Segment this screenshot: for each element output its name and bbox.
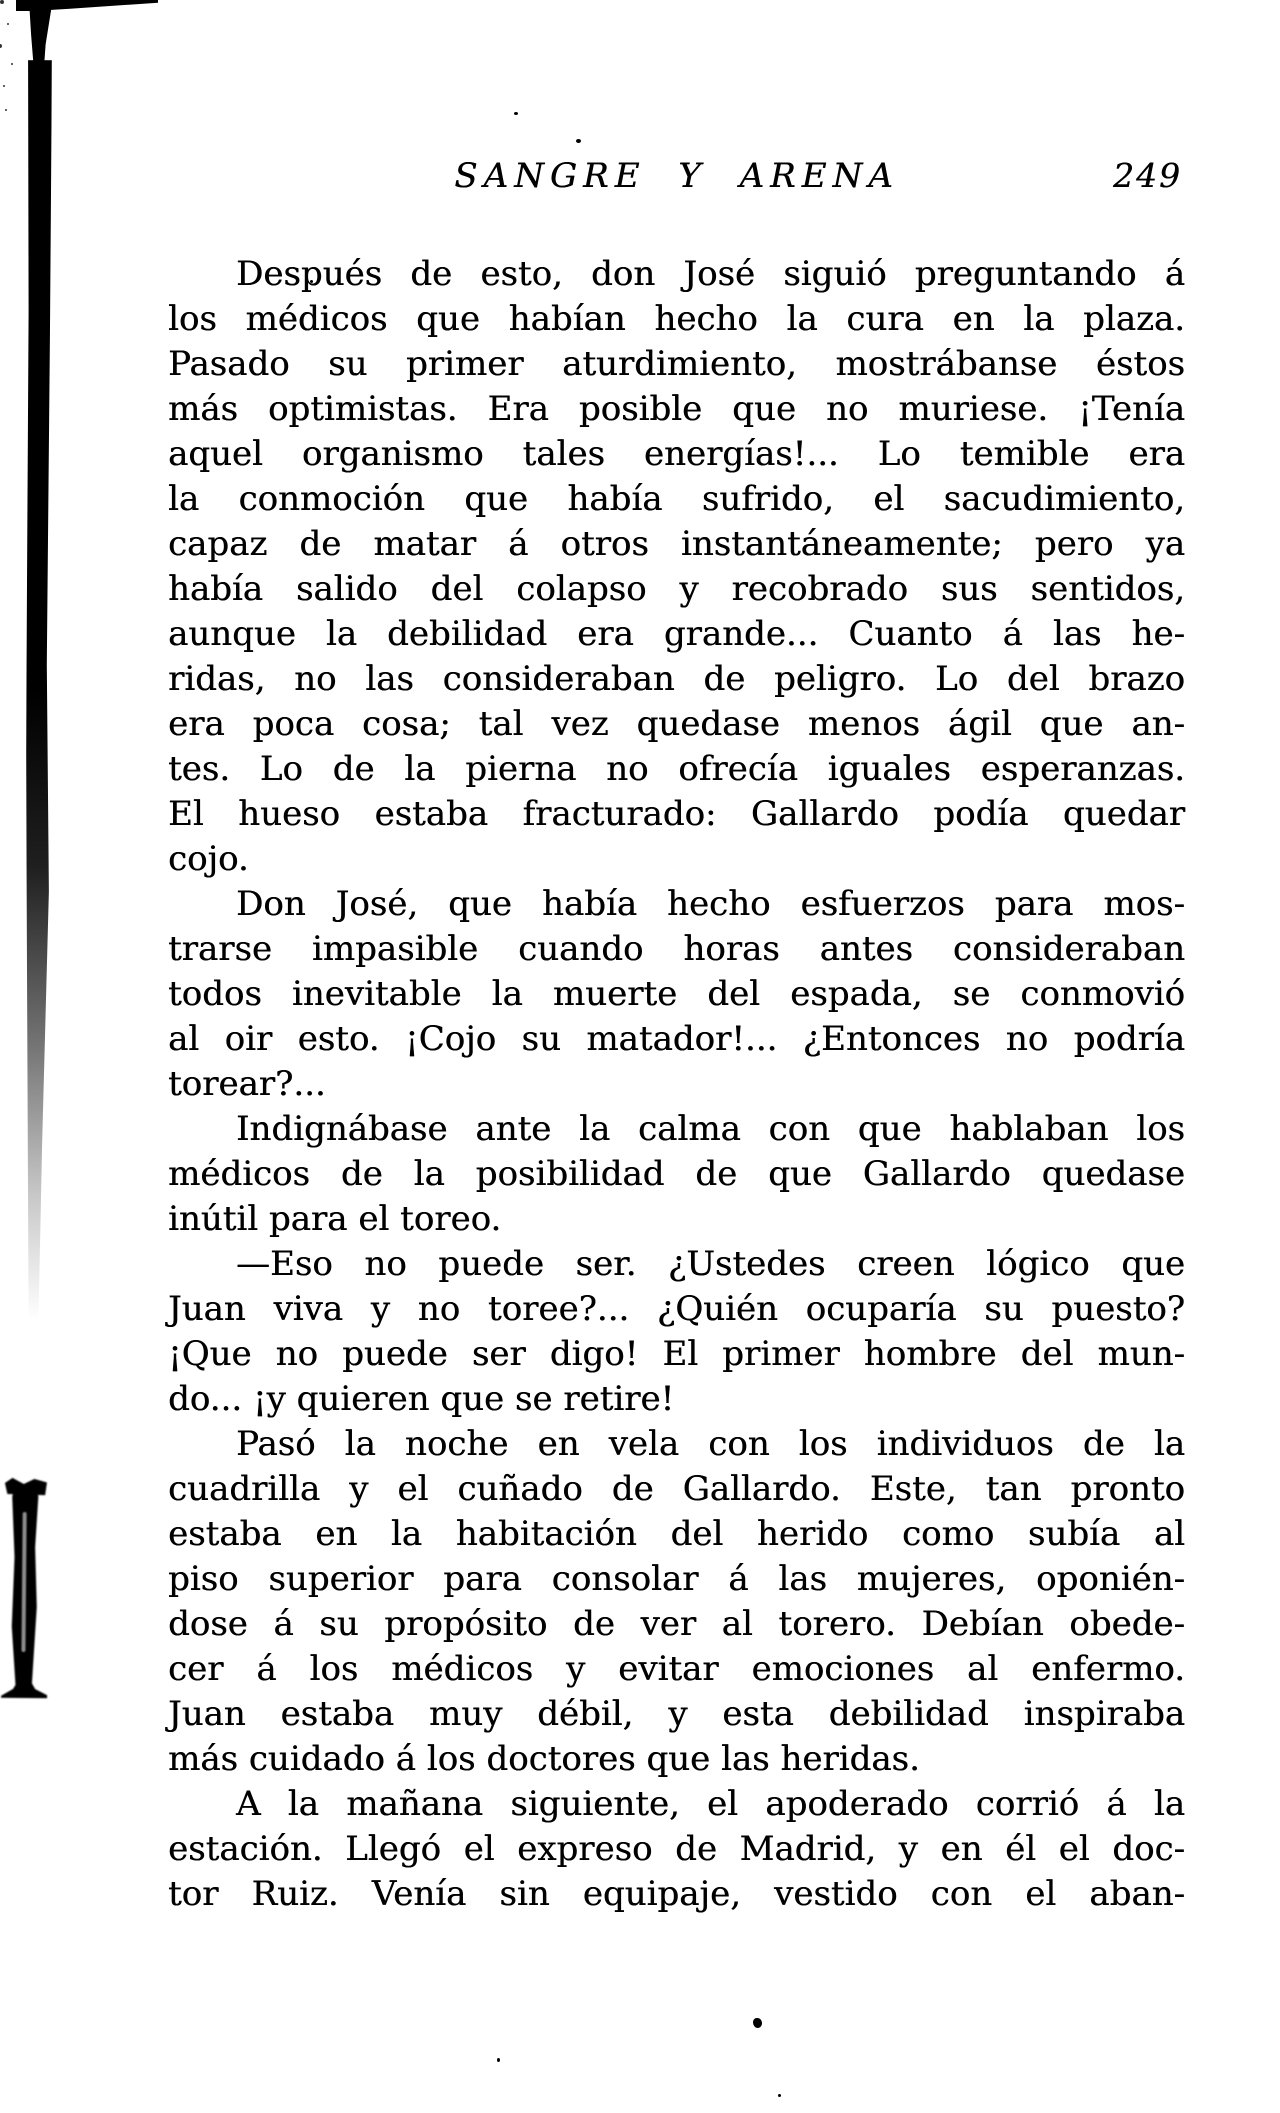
text-line: A la mañana siguiente, el apoderado corrió á la xyxy=(236,1784,1185,1824)
scan-artifact-gutter-band xyxy=(26,60,52,1320)
text-line: —Eso no puede ser. ¿Ustedes creen lógico que xyxy=(236,1244,1185,1284)
text-line: Pasado su primer aturdimiento, mostrábanse éstos xyxy=(168,344,1185,384)
text-block xyxy=(168,252,1185,1917)
text-line: la conmoción que había sufrido, el sacudimiento, xyxy=(168,479,1185,519)
text-line: estaba en la habitación del herido como subía al xyxy=(168,1514,1185,1554)
text-line: cuadrilla y el cuñado de Gallardo. Este, tan pronto xyxy=(168,1469,1185,1509)
text-line: ¡Que no puede ser digo! El primer hombre del mun- xyxy=(168,1334,1185,1374)
text-line: todos inevitable la muerte del espada, se conmovió xyxy=(168,974,1185,1014)
text-line: inútil para el toreo. xyxy=(168,1199,502,1239)
text-line: Indignábase ante la calma con que hablaban los xyxy=(236,1109,1185,1149)
text-line: Don José, que había hecho esfuerzos para mos- xyxy=(236,884,1185,924)
ink-blot-base xyxy=(1,1678,47,1698)
text-line: los médicos que habían hecho la cura en la plaza. xyxy=(168,299,1185,339)
scan-speck xyxy=(753,2018,762,2028)
text-line: más optimistas. Era posible que no muriese. ¡Tenía xyxy=(168,389,1185,429)
text-line: médicos de la posibilidad de que Gallardo quedase xyxy=(168,1154,1185,1194)
scan-speck xyxy=(514,112,518,115)
text-line: piso superior para consolar á las mujeres, oponién- xyxy=(168,1559,1185,1599)
text-line: cer á los médicos y evitar emociones al enfermo. xyxy=(168,1649,1185,1689)
text-line: torear?... xyxy=(168,1064,326,1104)
text-line: trarse impasible cuando horas antes consideraban xyxy=(168,929,1185,969)
text-line: tes. Lo de la pierna no ofrecía iguales esperanzas. xyxy=(168,749,1185,789)
scan-speck xyxy=(576,139,581,143)
text-line: Pasó la noche en vela con los individuos de la xyxy=(236,1424,1185,1464)
text-line: Después de esto, don José siguió preguntando á xyxy=(236,254,1185,294)
text-line: ridas, no las consideraban de peligro. Lo del brazo xyxy=(168,659,1185,699)
text-line: dose á su propósito de ver al torero. Debían obede- xyxy=(168,1604,1185,1644)
text-line: estación. Llegó el expreso de Madrid, y en él el doc- xyxy=(168,1829,1185,1869)
text-line: había salido del colapso y recobrado sus sentidos, xyxy=(168,569,1185,609)
scan-artifact-speckles xyxy=(0,0,4,4)
text-line: más cuidado á los doctores que las heridas. xyxy=(168,1739,920,1779)
text-line: cojo. xyxy=(168,839,249,879)
scan-speck xyxy=(497,2058,500,2062)
text-line: aquel organismo tales energías!... Lo temible era xyxy=(168,434,1185,474)
running-title: SANGRE Y ARENA xyxy=(454,156,899,196)
text-line: El hueso estaba fracturado: Gallardo podía quedar xyxy=(168,794,1185,834)
text-line: do... ¡y quieren que se retire! xyxy=(168,1379,675,1419)
text-line: aunque la debilidad era grande... Cuanto á las he- xyxy=(168,614,1185,654)
text-line: tor Ruiz. Venía sin equipaje, vestido con el aban- xyxy=(168,1874,1185,1914)
text-line: Juan estaba muy débil, y esta debilidad inspiraba xyxy=(168,1694,1185,1734)
text-line: al oir esto. ¡Cojo su matador!... ¿Entonces no podría xyxy=(168,1019,1185,1059)
scan-speck xyxy=(778,2094,781,2097)
text-line: era poca cosa; tal vez quedase menos ágil que an- xyxy=(168,704,1185,744)
page-number: 249 xyxy=(1113,156,1182,195)
scan-artifact-ink-blot xyxy=(1,1478,49,1702)
text-line: capaz de matar á otros instantáneamente; pero ya xyxy=(168,524,1185,564)
text-line: Juan viva y no toree?... ¿Quién ocuparía su puesto? xyxy=(168,1289,1185,1329)
